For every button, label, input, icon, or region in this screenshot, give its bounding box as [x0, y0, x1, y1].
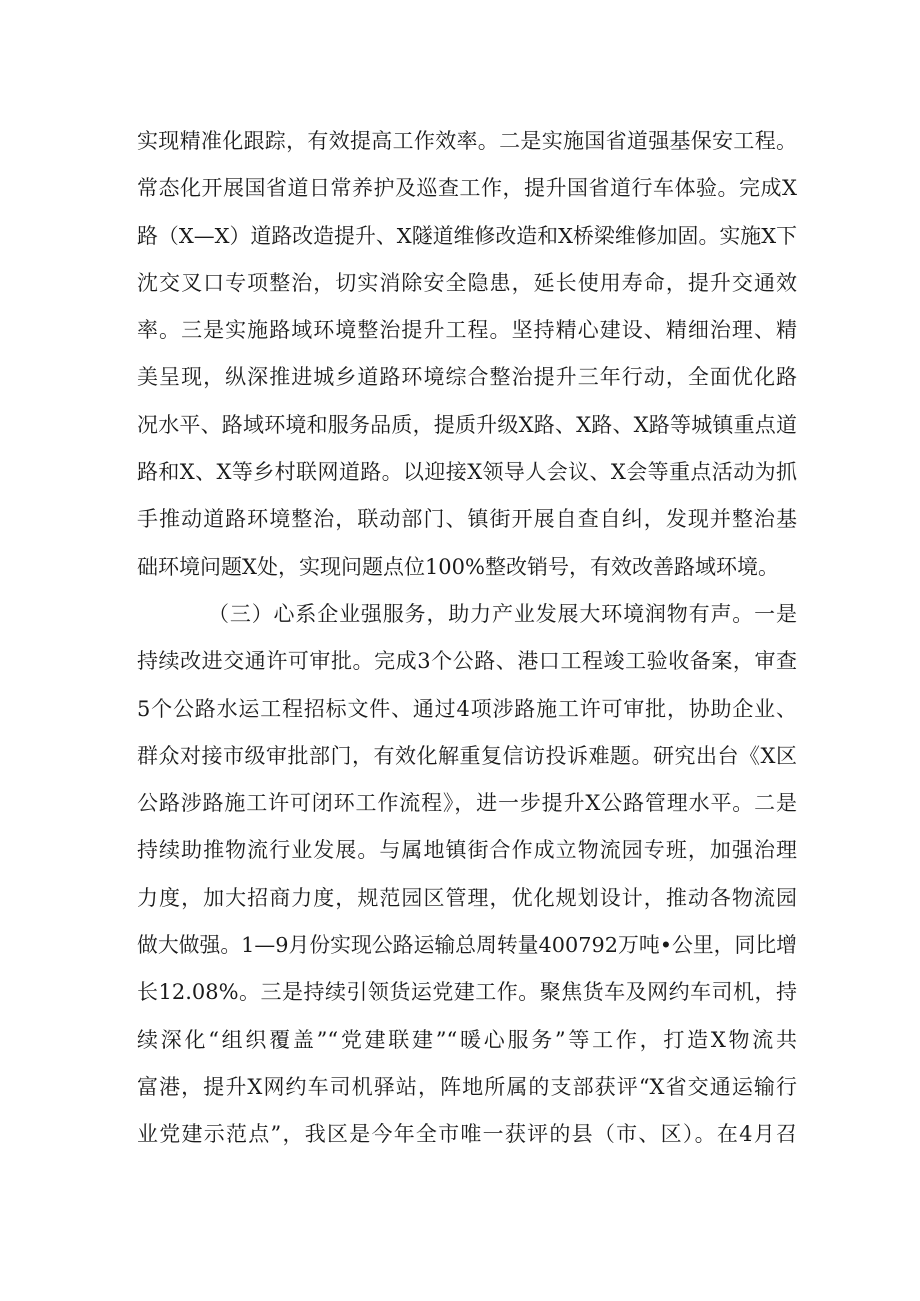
text-line: 路和X、X等乡村联网道路。以迎接X领导人会议、X会等重点活动为抓	[137, 460, 797, 485]
text-line: 公路涉路施工许可闭环工作流程》，进一步提升X公路管理水平。二是	[137, 791, 797, 816]
text-line: 做大做强。1—9月份实现公路运输总周转量400792万吨•公里，同比增	[137, 933, 797, 958]
text-line: 长12.08%。三是持续引领货运党建工作。聚焦货车及网约车司机，持	[137, 980, 797, 1005]
text-line: 手推动道路环境整治，联动部门、镇街开展自查自纠，发现并整治基	[137, 507, 797, 532]
text-line: 持续改进交通许可审批。完成3个公路、港口工程竣工验收备案，审查	[137, 649, 797, 674]
text-line: 美呈现，纵深推进城乡道路环境综合整治提升三年行动，全面优化路	[137, 365, 797, 390]
text-line: 持续助推物流行业发展。与属地镇街合作成立物流园专班，加强治理	[137, 838, 797, 863]
text-line: 率。三是实施路域环境整治提升工程。坚持精心建设、精细治理、精	[137, 318, 797, 343]
text-line: 沈交叉口专项整治，切实消除安全隐患，延长使用寿命，提升交通效	[137, 270, 797, 295]
text-line: 业党建示范点”，我区是今年全市唯一获评的县（市、区）。在4月召	[137, 1122, 797, 1147]
text-line: 力度，加大招商力度，规范园区管理，优化规划设计，推动各物流园	[137, 885, 797, 910]
text-line: 富港，提升X网约车司机驿站，阵地所属的支部获评“X省交通运输行	[137, 1074, 797, 1099]
text-line: 常态化开展国省道日常养护及巡查工作，提升国省道行车体验。完成X	[137, 176, 797, 201]
document-body	[137, 118, 797, 1159]
text-line: 续深化“组织覆盖”“党建联建”“暖心服务”等工作，打造X物流共	[137, 1027, 797, 1052]
text-line: 实现精准化跟踪，有效提高工作效率。二是实施国省道强基保安工程。	[137, 129, 797, 153]
section-heading-line: （三）心系企业强服务，助力产业发展大环境润物有声。一是	[208, 601, 797, 626]
text-line: 础环境问题X处，实现问题点位100%整改销号，有效改善路域环境。	[137, 554, 779, 579]
text-line: 5个公路水运工程招标文件、通过4项涉路施工许可审批，协助企业、	[137, 696, 797, 721]
paragraph-road-maintenance	[137, 118, 797, 591]
text-line: 群众对接市级审批部门，有效化解重复信访投诉难题。研究出台《X区	[137, 743, 797, 768]
text-line: 路（X—X）道路改造提升、X隧道维修改造和X桥梁维修加固。实施X下	[137, 223, 797, 248]
paragraph-enterprise-service	[137, 591, 797, 1159]
text-line: 况水平、路域环境和服务品质，提质升级X路、X路、X路等城镇重点道	[137, 412, 797, 437]
